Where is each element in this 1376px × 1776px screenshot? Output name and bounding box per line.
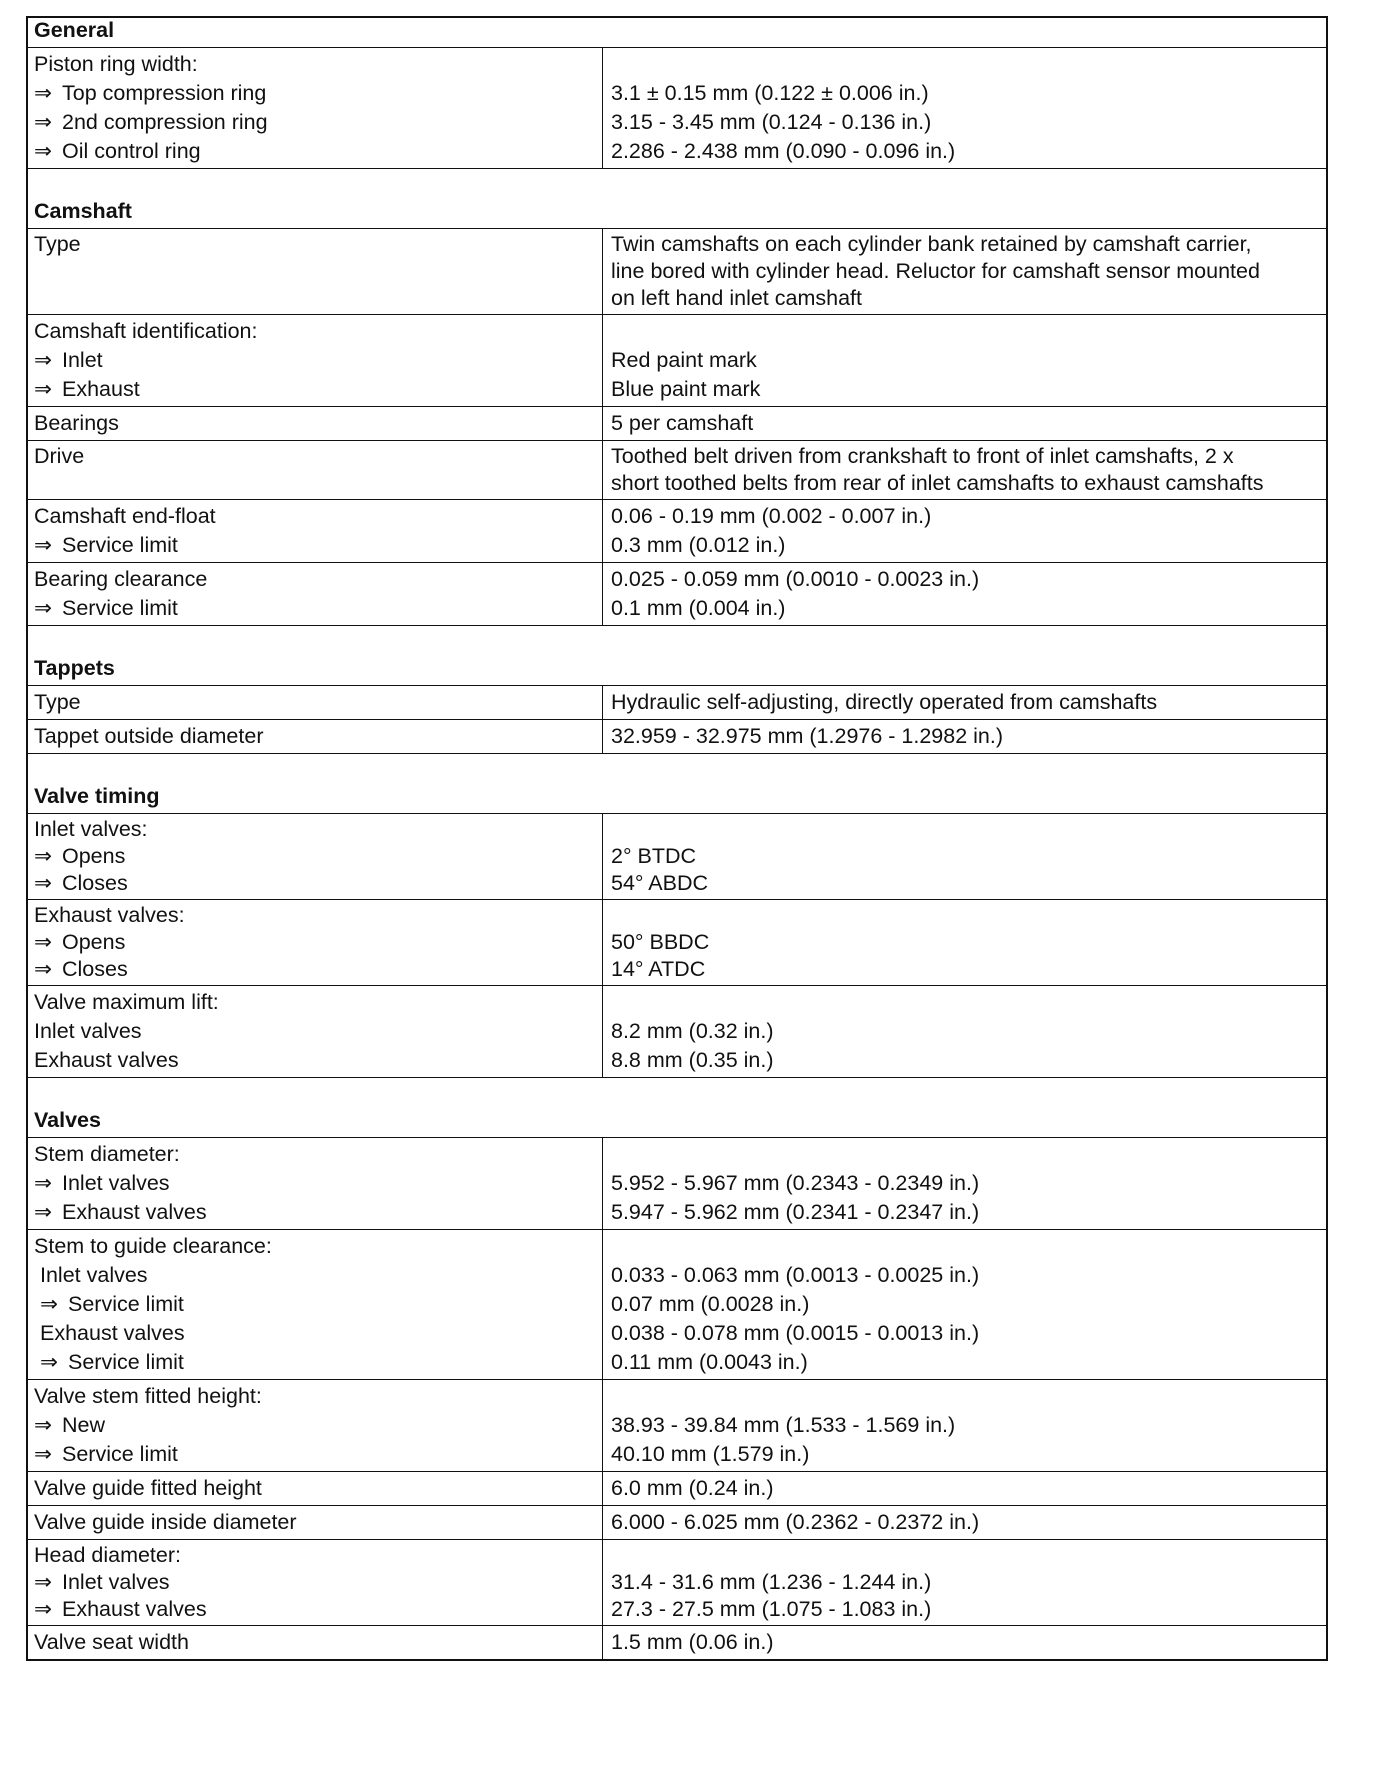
label-line bbox=[34, 1596, 596, 1623]
spec-value-cell bbox=[603, 563, 1326, 625]
spec-label-cell bbox=[28, 814, 603, 899]
spec-value: 40.10 mm (1.579 in.) bbox=[611, 1442, 810, 1466]
spec-value: 0.1 mm (0.004 in.) bbox=[611, 596, 786, 620]
spec-label: Service limit bbox=[68, 1350, 184, 1374]
arrow-icon: ⇒ bbox=[34, 377, 53, 401]
label-line bbox=[34, 929, 596, 956]
spec-label: Piston ring width: bbox=[34, 52, 198, 76]
label-line bbox=[34, 1382, 596, 1411]
spec-label-cell bbox=[28, 315, 603, 406]
spec-label: Exhaust valves: bbox=[34, 903, 185, 927]
label-line bbox=[34, 443, 596, 470]
spec-label: Exhaust valves bbox=[34, 1048, 179, 1072]
spec-value bbox=[611, 1542, 1318, 1569]
spec-value: 5 per camshaft bbox=[611, 411, 754, 435]
spec-label: Service limit bbox=[62, 596, 178, 620]
arrow-icon: ⇒ bbox=[34, 348, 53, 372]
spec-label: Opens bbox=[62, 844, 126, 868]
spec-label: Bearings bbox=[34, 411, 119, 435]
arrow-icon: ⇒ bbox=[34, 110, 53, 134]
spec-value bbox=[611, 988, 1318, 1017]
spec-value-cell bbox=[603, 720, 1326, 753]
spec-label-cell bbox=[28, 1472, 603, 1505]
spec-value-cell bbox=[603, 1138, 1326, 1229]
label-line bbox=[34, 1508, 596, 1537]
spec-value: 54° ABDC bbox=[611, 871, 709, 895]
label-line bbox=[34, 1261, 596, 1290]
spec-value-cell bbox=[603, 229, 1326, 314]
spec-label: Valve guide fitted height bbox=[34, 1476, 262, 1500]
spec-value-cell bbox=[603, 1230, 1326, 1379]
spec-value-cell bbox=[603, 441, 1326, 499]
label-line bbox=[34, 988, 596, 1017]
spec-label: Tappet outside diameter bbox=[34, 724, 264, 748]
spec-value: 50° BBDC bbox=[611, 930, 710, 954]
label-line bbox=[34, 816, 596, 843]
label-line bbox=[34, 1569, 596, 1596]
spec-label-cell bbox=[28, 686, 603, 719]
spec-value-cell bbox=[603, 407, 1326, 440]
spec-label: Camshaft end-float bbox=[34, 504, 216, 528]
arrow-icon: ⇒ bbox=[34, 139, 53, 163]
spec-value: 5.947 - 5.962 mm (0.2341 - 0.2347 in.) bbox=[611, 1200, 980, 1224]
label-line bbox=[34, 50, 596, 79]
spec-label: Inlet valves: bbox=[34, 817, 148, 841]
arrow-icon: ⇒ bbox=[34, 1200, 53, 1224]
label-line bbox=[34, 688, 596, 717]
label-line bbox=[34, 1440, 596, 1469]
spec-row bbox=[28, 406, 1326, 440]
spec-value: 2.286 - 2.438 mm (0.090 - 0.096 in.) bbox=[611, 139, 956, 163]
label-line bbox=[34, 317, 596, 346]
label-line bbox=[34, 1232, 596, 1261]
label-line bbox=[34, 565, 596, 594]
spec-label: Type bbox=[34, 690, 81, 714]
spec-label: Closes bbox=[62, 871, 128, 895]
label-line bbox=[34, 79, 596, 108]
label-line bbox=[34, 137, 596, 166]
spec-label: Valve guide inside diameter bbox=[34, 1510, 297, 1534]
spec-row bbox=[28, 1229, 1326, 1379]
spec-value: 38.93 - 39.84 mm (1.533 - 1.569 in.) bbox=[611, 1413, 956, 1437]
label-line bbox=[34, 502, 596, 531]
spec-row bbox=[28, 440, 1326, 499]
spec-value-cell bbox=[603, 1540, 1326, 1625]
label-line bbox=[34, 1169, 596, 1198]
section-title: Camshaft bbox=[34, 199, 132, 223]
spec-label: Inlet bbox=[62, 348, 103, 372]
spec-label-cell bbox=[28, 1626, 603, 1659]
section-title: Tappets bbox=[34, 656, 115, 680]
spec-label-cell bbox=[28, 500, 603, 562]
section-header bbox=[28, 753, 1326, 813]
spec-label: Stem to guide clearance: bbox=[34, 1234, 272, 1258]
spec-value: 8.2 mm (0.32 in.) bbox=[611, 1019, 774, 1043]
arrow-icon: ⇒ bbox=[40, 1350, 59, 1374]
spec-label: Head diameter: bbox=[34, 1543, 181, 1567]
spec-value-cell bbox=[603, 48, 1326, 168]
label-line bbox=[34, 409, 596, 438]
section-title: General bbox=[34, 18, 115, 42]
arrow-icon: ⇒ bbox=[34, 1413, 53, 1437]
label-line bbox=[34, 1140, 596, 1169]
spec-value-cell bbox=[603, 900, 1326, 985]
section-header bbox=[28, 168, 1326, 228]
spec-label: Service limit bbox=[68, 1292, 184, 1316]
spec-value: short toothed belts from rear of inlet camshafts to exhaust camshafts bbox=[611, 471, 1264, 495]
spec-value: 0.025 - 0.059 mm (0.0010 - 0.0023 in.) bbox=[611, 567, 980, 591]
spec-label: Service limit bbox=[62, 1442, 178, 1466]
spec-value: 5.952 - 5.967 mm (0.2343 - 0.2349 in.) bbox=[611, 1171, 980, 1195]
spec-value: line bored with cylinder head. Reluctor for camshaft sensor mounted bbox=[611, 259, 1260, 283]
spec-label: Exhaust valves bbox=[62, 1200, 207, 1224]
section-header bbox=[28, 18, 1326, 47]
spec-row bbox=[28, 47, 1326, 168]
spec-label-cell bbox=[28, 441, 603, 499]
spec-label: 2nd compression ring bbox=[62, 110, 268, 134]
arrow-icon: ⇒ bbox=[40, 1292, 59, 1316]
spec-row bbox=[28, 1539, 1326, 1625]
spec-label-cell bbox=[28, 1380, 603, 1471]
spec-value: 0.3 mm (0.012 in.) bbox=[611, 533, 786, 557]
spec-value: 31.4 - 31.6 mm (1.236 - 1.244 in.) bbox=[611, 1570, 932, 1594]
arrow-icon: ⇒ bbox=[34, 533, 53, 557]
spec-value bbox=[611, 1382, 1318, 1411]
spec-value-cell bbox=[603, 315, 1326, 406]
spec-value-cell bbox=[603, 686, 1326, 719]
spec-value-cell bbox=[603, 1472, 1326, 1505]
spec-value-cell bbox=[603, 1626, 1326, 1659]
spec-label: Valve stem fitted height: bbox=[34, 1384, 262, 1408]
section-header bbox=[28, 1077, 1326, 1137]
spec-value: 0.11 mm (0.0043 in.) bbox=[611, 1350, 808, 1374]
spec-label: Opens bbox=[62, 930, 126, 954]
spec-value-cell bbox=[603, 1380, 1326, 1471]
spec-value: 32.959 - 32.975 mm (1.2976 - 1.2982 in.) bbox=[611, 724, 1004, 748]
label-line bbox=[34, 375, 596, 404]
spec-row bbox=[28, 228, 1326, 314]
arrow-icon: ⇒ bbox=[34, 930, 53, 954]
label-line bbox=[34, 1348, 596, 1377]
spec-label-cell bbox=[28, 900, 603, 985]
label-line bbox=[34, 870, 596, 897]
spec-label: Service limit bbox=[62, 533, 178, 557]
label-line bbox=[34, 346, 596, 375]
spec-value: 3.15 - 3.45 mm (0.124 - 0.136 in.) bbox=[611, 110, 932, 134]
spec-value: 2° BTDC bbox=[611, 844, 697, 868]
label-line bbox=[34, 843, 596, 870]
label-line bbox=[34, 470, 596, 497]
label-line bbox=[34, 722, 596, 751]
spec-value: Blue paint mark bbox=[611, 377, 761, 401]
arrow-icon: ⇒ bbox=[34, 844, 53, 868]
spec-value-cell bbox=[603, 814, 1326, 899]
arrow-icon: ⇒ bbox=[34, 1597, 53, 1621]
spec-value: 0.038 - 0.078 mm (0.0015 - 0.0013 in.) bbox=[611, 1321, 980, 1345]
arrow-icon: ⇒ bbox=[34, 1171, 53, 1195]
spec-label: Exhaust valves bbox=[62, 1597, 207, 1621]
label-line bbox=[34, 231, 596, 258]
arrow-icon: ⇒ bbox=[34, 1570, 53, 1594]
spec-label-cell bbox=[28, 1506, 603, 1539]
spec-value: 0.07 mm (0.0028 in.) bbox=[611, 1292, 810, 1316]
label-line bbox=[34, 1017, 596, 1046]
spec-label: Valve seat width bbox=[34, 1630, 189, 1654]
spec-value: Red paint mark bbox=[611, 348, 757, 372]
spec-label: Inlet valves bbox=[62, 1570, 170, 1594]
section-header bbox=[28, 625, 1326, 685]
spec-value: 14° ATDC bbox=[611, 957, 706, 981]
spec-value: 6.0 mm (0.24 in.) bbox=[611, 1476, 774, 1500]
spec-label: Inlet valves bbox=[62, 1171, 170, 1195]
spec-label-cell bbox=[28, 229, 603, 314]
spec-value: 6.000 - 6.025 mm (0.2362 - 0.2372 in.) bbox=[611, 1510, 980, 1534]
spec-label-cell bbox=[28, 986, 603, 1077]
spec-row bbox=[28, 562, 1326, 625]
spec-label: Bearing clearance bbox=[34, 567, 208, 591]
spec-label-cell bbox=[28, 407, 603, 440]
spec-label: Inlet valves bbox=[34, 1019, 142, 1043]
spec-label-cell bbox=[28, 720, 603, 753]
label-line bbox=[34, 1046, 596, 1075]
arrow-icon: ⇒ bbox=[34, 1442, 53, 1466]
spec-value: 0.06 - 0.19 mm (0.002 - 0.007 in.) bbox=[611, 504, 932, 528]
spec-row bbox=[28, 719, 1326, 753]
section-title: Valves bbox=[34, 1108, 101, 1132]
spec-label: Oil control ring bbox=[62, 139, 201, 163]
spec-row bbox=[28, 1471, 1326, 1505]
spec-row bbox=[28, 1625, 1326, 1659]
spec-value: Twin camshafts on each cylinder bank retained by camshaft carrier, bbox=[611, 232, 1252, 256]
spec-label: Valve maximum lift: bbox=[34, 990, 219, 1014]
spec-table bbox=[26, 16, 1328, 1661]
spec-row bbox=[28, 1379, 1326, 1471]
spec-value: 1.5 mm (0.06 in.) bbox=[611, 1630, 774, 1654]
spec-value-cell bbox=[603, 986, 1326, 1077]
spec-row bbox=[28, 985, 1326, 1077]
spec-value: 3.1 ± 0.15 mm (0.122 ± 0.006 in.) bbox=[611, 81, 929, 105]
label-line bbox=[34, 108, 596, 137]
spec-row bbox=[28, 499, 1326, 562]
spec-label: Top compression ring bbox=[62, 81, 267, 105]
label-line bbox=[34, 594, 596, 623]
arrow-icon: ⇒ bbox=[34, 871, 53, 895]
spec-label: Closes bbox=[62, 957, 128, 981]
spec-value: on left hand inlet camshaft bbox=[611, 286, 862, 310]
spec-label-cell bbox=[28, 1230, 603, 1379]
spec-label-cell bbox=[28, 48, 603, 168]
spec-label: Inlet valves bbox=[40, 1263, 148, 1287]
label-line bbox=[34, 1628, 596, 1657]
spec-row bbox=[28, 813, 1326, 899]
label-line bbox=[34, 1319, 596, 1348]
spec-value bbox=[611, 1232, 1318, 1261]
spec-label-cell bbox=[28, 563, 603, 625]
spec-label: Stem diameter: bbox=[34, 1142, 180, 1166]
arrow-icon: ⇒ bbox=[34, 957, 53, 981]
spec-value bbox=[611, 902, 1318, 929]
spec-value: Toothed belt driven from crankshaft to front of inlet camshafts, 2 x bbox=[611, 444, 1234, 468]
spec-row bbox=[28, 314, 1326, 406]
label-line bbox=[34, 902, 596, 929]
label-line bbox=[34, 1542, 596, 1569]
spec-label: New bbox=[62, 1413, 106, 1437]
label-line bbox=[34, 1474, 596, 1503]
spec-row bbox=[28, 1137, 1326, 1229]
label-line bbox=[34, 258, 596, 285]
spec-value-cell bbox=[603, 1506, 1326, 1539]
spec-value-cell bbox=[603, 500, 1326, 562]
label-line bbox=[34, 1290, 596, 1319]
label-line bbox=[34, 1411, 596, 1440]
arrow-icon: ⇒ bbox=[34, 596, 53, 620]
spec-value: 27.3 - 27.5 mm (1.075 - 1.083 in.) bbox=[611, 1597, 932, 1621]
spec-row bbox=[28, 685, 1326, 719]
spec-value bbox=[611, 816, 1318, 843]
arrow-icon: ⇒ bbox=[34, 81, 53, 105]
spec-label: Type bbox=[34, 232, 81, 256]
spec-label-cell bbox=[28, 1138, 603, 1229]
label-line bbox=[34, 1198, 596, 1227]
spec-label: Exhaust bbox=[62, 377, 140, 401]
spec-value: Hydraulic self-adjusting, directly operated from camshafts bbox=[611, 690, 1158, 714]
spec-value bbox=[611, 1140, 1318, 1169]
section-title: Valve timing bbox=[34, 784, 160, 808]
spec-label: Exhaust valves bbox=[40, 1321, 185, 1345]
spec-value bbox=[611, 50, 1318, 79]
spec-label-cell bbox=[28, 1540, 603, 1625]
spec-label: Drive bbox=[34, 444, 85, 468]
spec-value bbox=[611, 317, 1318, 346]
spec-row bbox=[28, 899, 1326, 985]
label-line bbox=[34, 531, 596, 560]
spec-value: 0.033 - 0.063 mm (0.0013 - 0.0025 in.) bbox=[611, 1263, 980, 1287]
label-line bbox=[34, 285, 596, 312]
spec-label: Camshaft identification: bbox=[34, 319, 258, 343]
spec-row bbox=[28, 1505, 1326, 1539]
spec-value: 8.8 mm (0.35 in.) bbox=[611, 1048, 774, 1072]
label-line bbox=[34, 956, 596, 983]
